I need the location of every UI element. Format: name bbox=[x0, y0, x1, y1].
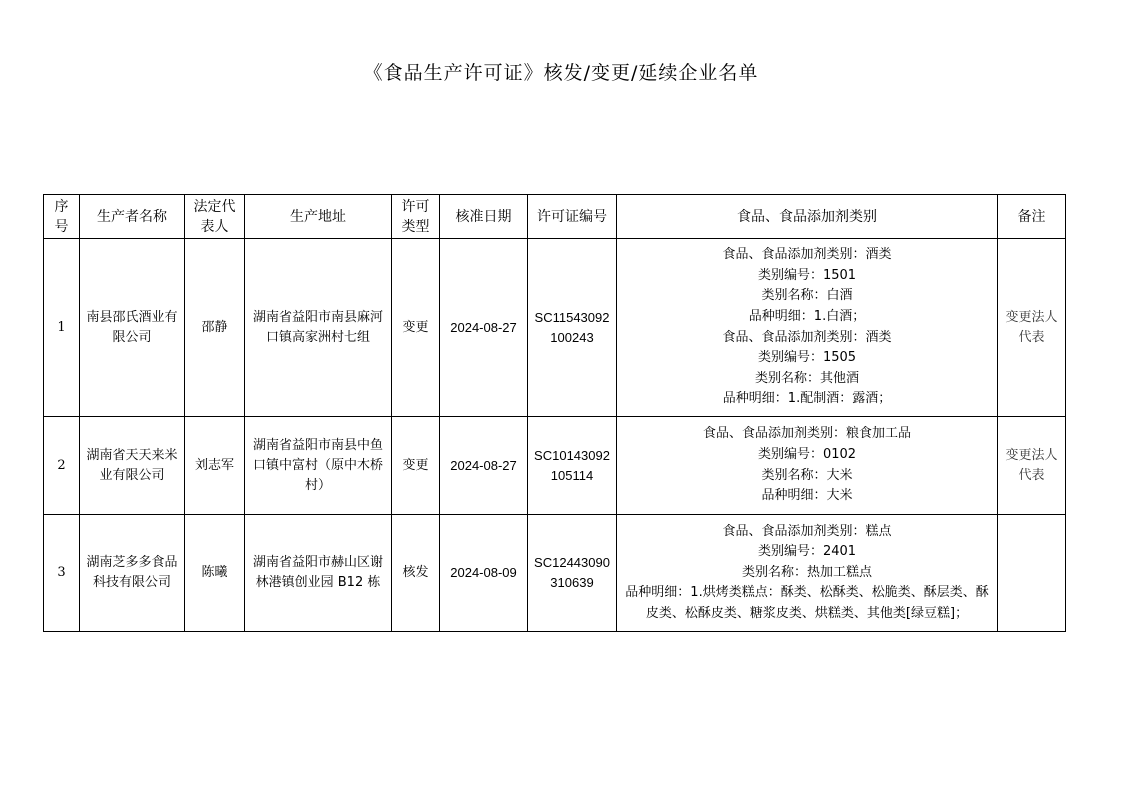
permit-table bbox=[43, 194, 1066, 632]
category-line: 类别名称：其他酒 bbox=[754, 370, 859, 386]
cell-remarks: 变更法人代表 bbox=[998, 239, 1066, 417]
cell-permit-type: 变更 bbox=[392, 239, 440, 417]
category-line: 食品、食品添加剂类别：酒类 bbox=[722, 329, 892, 345]
header-remarks: 备注 bbox=[998, 195, 1066, 239]
table-row bbox=[44, 417, 1066, 515]
cell-category bbox=[617, 417, 998, 515]
cell-legal-rep: 陈曦 bbox=[185, 515, 245, 632]
category-line: 类别名称：白酒 bbox=[761, 288, 853, 304]
cell-producer: 湖南芝多多食品科技有限公司 bbox=[80, 515, 185, 632]
category-line: 类别名称：热加工糕点 bbox=[741, 564, 872, 580]
cell-remarks bbox=[998, 515, 1066, 632]
category-line: 类别名称：大米 bbox=[761, 467, 853, 483]
cell-seq: 2 bbox=[44, 417, 80, 515]
cell-producer: 南县邵氏酒业有限公司 bbox=[80, 239, 185, 417]
header-seq: 序号 bbox=[44, 195, 80, 239]
table-row bbox=[44, 239, 1066, 417]
cell-permit-no: SC10143092105114 bbox=[528, 417, 617, 515]
table-header-row bbox=[44, 195, 1066, 239]
cell-category bbox=[617, 239, 998, 417]
cell-address: 湖南省益阳市南县麻河口镇高家洲村七组 bbox=[245, 239, 392, 417]
table-row bbox=[44, 515, 1066, 632]
category-line: 品种明细：大米 bbox=[761, 488, 853, 504]
cell-approval-date: 2024-08-27 bbox=[440, 417, 528, 515]
cell-permit-no: SC11543092100243 bbox=[528, 239, 617, 417]
cell-remarks: 变更法人代表 bbox=[998, 417, 1066, 515]
category-line: 食品、食品添加剂类别：酒类 bbox=[722, 247, 892, 263]
cell-permit-type: 变更 bbox=[392, 417, 440, 515]
cell-seq: 1 bbox=[44, 239, 80, 417]
cell-permit-type: 核发 bbox=[392, 515, 440, 632]
category-line: 食品、食品添加剂类别：糕点 bbox=[722, 523, 892, 539]
cell-approval-date: 2024-08-09 bbox=[440, 515, 528, 632]
category-line: 类别编号：1501 bbox=[757, 267, 857, 283]
header-permit-no: 许可证编号 bbox=[528, 195, 617, 239]
cell-approval-date: 2024-08-27 bbox=[440, 239, 528, 417]
cell-seq: 3 bbox=[44, 515, 80, 632]
header-address: 生产地址 bbox=[245, 195, 392, 239]
page-title: 《食品生产许可证》核发/变更/延续企业名单 bbox=[363, 62, 759, 84]
category-line: 类别编号：0102 bbox=[757, 446, 857, 462]
header-category: 食品、食品添加剂类别 bbox=[617, 195, 998, 239]
cell-category bbox=[617, 515, 998, 632]
header-approval-date: 核准日期 bbox=[440, 195, 528, 239]
cell-address: 湖南省益阳市赫山区谢林港镇创业园 B12 栋 bbox=[245, 515, 392, 632]
cell-legal-rep: 刘志军 bbox=[185, 417, 245, 515]
cell-permit-no: SC12443090310639 bbox=[528, 515, 617, 632]
header-producer: 生产者名称 bbox=[80, 195, 185, 239]
cell-producer: 湖南省天天来米业有限公司 bbox=[80, 417, 185, 515]
category-line: 类别编号：1505 bbox=[757, 350, 857, 366]
category-line: 品种明细：1.配制酒：露酒； bbox=[722, 391, 892, 407]
category-line: 品种明细：1.白酒； bbox=[748, 308, 866, 324]
header-legal-rep: 法定代表人 bbox=[185, 195, 245, 239]
category-line: 类别编号：2401 bbox=[757, 544, 857, 560]
cell-address: 湖南省益阳市南县中鱼口镇中富村（原中木桥村） bbox=[245, 417, 392, 515]
category-line: 品种明细：1.烘烤类糕点：酥类、松酥类、松脆类、酥层类、酥皮类、松酥皮类、糖浆皮类、烘糕类、其他类[绿豆糕]； bbox=[625, 585, 989, 621]
header-permit-type: 许可类型 bbox=[392, 195, 440, 239]
cell-legal-rep: 邵静 bbox=[185, 239, 245, 417]
category-line: 食品、食品添加剂类别：粮食加工品 bbox=[702, 426, 911, 442]
